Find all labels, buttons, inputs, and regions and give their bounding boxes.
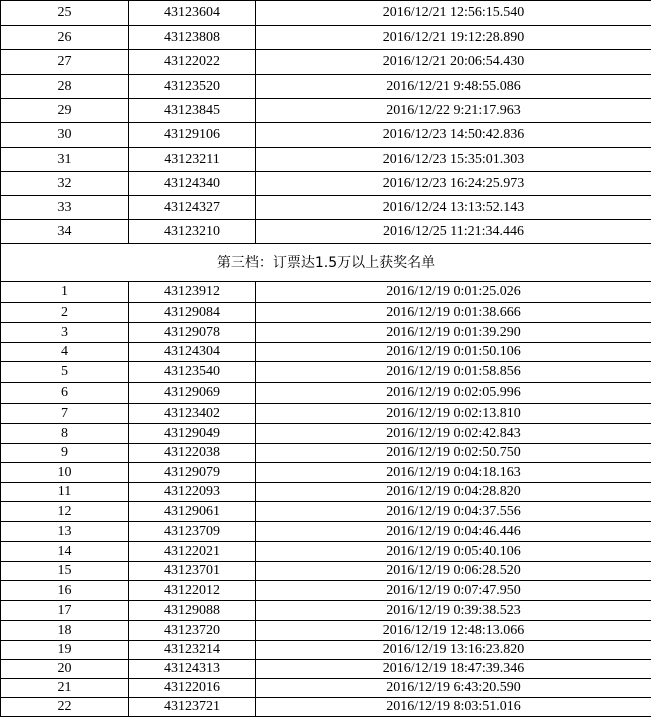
row-number-cell: 10 [1,463,129,483]
timestamp-cell: 2016/12/19 0:04:18.163 [256,463,651,483]
row-number-cell: 25 [1,1,129,26]
row-number-cell: 28 [1,75,129,99]
ticket-id-cell: 43129088 [129,601,256,621]
timestamp-cell: 2016/12/19 0:01:38.666 [256,303,651,323]
row-number-cell: 4 [1,343,129,362]
timestamp-cell: 2016/12/21 19:12:28.890 [256,26,651,50]
row-number-cell: 16 [1,581,129,601]
timestamp-cell: 2016/12/19 18:47:39.346 [256,660,651,679]
table-row [1,196,651,220]
table-row [1,463,651,483]
ticket-id-cell: 43123211 [129,148,256,172]
ticket-id-cell: 43123604 [129,1,256,26]
timestamp-cell: 2016/12/22 9:21:17.963 [256,99,651,123]
table-row [1,404,651,424]
table-row [1,621,651,641]
row-number-cell: 7 [1,404,129,424]
table-row [1,502,651,522]
timestamp-cell: 2016/12/19 0:01:25.026 [256,282,651,303]
table-row [1,50,651,75]
row-number-cell: 27 [1,50,129,75]
row-number-cell: 1 [1,282,129,303]
row-number-cell: 18 [1,621,129,641]
ticket-id-cell: 43123845 [129,99,256,123]
ticket-id-cell: 43129106 [129,123,256,148]
row-number-cell: 13 [1,522,129,542]
ticket-id-cell: 43124313 [129,660,256,679]
ticket-id-cell: 43122021 [129,542,256,562]
ticket-id-cell: 43123520 [129,75,256,99]
timestamp-cell: 2016/12/23 14:50:42.836 [256,123,651,148]
table-row [1,343,651,362]
table-row [1,99,651,123]
table-row [1,123,651,148]
row-number-cell: 22 [1,698,129,717]
table-row [1,172,651,196]
table-row [1,601,651,621]
timestamp-cell: 2016/12/23 16:24:25.973 [256,172,651,196]
ticket-id-cell: 43129049 [129,424,256,444]
row-number-cell: 26 [1,26,129,50]
ticket-id-cell: 43124340 [129,172,256,196]
timestamp-cell: 2016/12/19 0:01:50.106 [256,343,651,362]
ticket-id-cell: 43129078 [129,323,256,343]
table-row [1,362,651,383]
timestamp-cell: 2016/12/19 8:03:51.016 [256,698,651,717]
timestamp-cell: 2016/12/19 0:04:28.820 [256,483,651,502]
table-row [1,444,651,463]
table-row [1,698,651,717]
ticket-id-cell: 43123540 [129,362,256,383]
ticket-id-cell: 43124304 [129,343,256,362]
timestamp-cell: 2016/12/19 0:05:40.106 [256,542,651,562]
timestamp-cell: 2016/12/19 13:16:23.820 [256,641,651,660]
table-row [1,483,651,502]
ticket-id-cell: 43129069 [129,383,256,404]
timestamp-cell: 2016/12/19 6:43:20.590 [256,679,651,698]
row-number-cell: 30 [1,123,129,148]
ticket-id-cell: 43123709 [129,522,256,542]
table-row [1,660,651,679]
ticket-id-cell: 43124327 [129,196,256,220]
table-row [1,220,651,244]
row-number-cell: 31 [1,148,129,172]
row-number-cell: 9 [1,444,129,463]
row-number-cell: 11 [1,483,129,502]
timestamp-cell: 2016/12/19 0:39:38.523 [256,601,651,621]
row-number-cell: 2 [1,303,129,323]
table-row [1,26,651,50]
timestamp-cell: 2016/12/23 15:35:01.303 [256,148,651,172]
ticket-id-cell: 43122022 [129,50,256,75]
table-row [1,1,651,26]
timestamp-cell: 2016/12/21 20:06:54.430 [256,50,651,75]
row-number-cell: 33 [1,196,129,220]
row-number-cell: 15 [1,562,129,581]
row-number-cell: 14 [1,542,129,562]
row-number-cell: 20 [1,660,129,679]
ticket-id-cell: 43122093 [129,483,256,502]
ticket-id-cell: 43123214 [129,641,256,660]
tier-three-rows [1,282,651,717]
table-row [1,641,651,660]
timestamp-cell: 2016/12/25 11:21:34.446 [256,220,651,244]
ticket-id-cell: 43129084 [129,303,256,323]
ticket-id-cell: 43123912 [129,282,256,303]
table-row [1,562,651,581]
tier-two-rows [1,1,651,244]
ticket-id-cell: 43123402 [129,404,256,424]
ticket-id-cell: 43122012 [129,581,256,601]
timestamp-cell: 2016/12/19 0:01:58.856 [256,362,651,383]
table-row [1,542,651,562]
ticket-id-cell: 43129079 [129,463,256,483]
section-title: 第三档：订票达1.5万以上获奖名单 [1,244,651,282]
table-row [1,679,651,698]
ticket-id-cell: 43123210 [129,220,256,244]
timestamp-cell: 2016/12/21 9:48:55.086 [256,75,651,99]
table-row [1,303,651,323]
row-number-cell: 19 [1,641,129,660]
row-number-cell: 6 [1,383,129,404]
timestamp-cell: 2016/12/24 13:13:52.143 [256,196,651,220]
row-number-cell: 12 [1,502,129,522]
ticket-id-cell: 43129061 [129,502,256,522]
timestamp-cell: 2016/12/19 0:01:39.290 [256,323,651,343]
ticket-id-cell: 43123808 [129,26,256,50]
row-number-cell: 17 [1,601,129,621]
ticket-id-cell: 43122016 [129,679,256,698]
table-row [1,323,651,343]
row-number-cell: 32 [1,172,129,196]
row-number-cell: 21 [1,679,129,698]
ticket-id-cell: 43123720 [129,621,256,641]
timestamp-cell: 2016/12/19 0:07:47.950 [256,581,651,601]
row-number-cell: 5 [1,362,129,383]
section-header-row [1,244,651,282]
row-number-cell: 29 [1,99,129,123]
table-row [1,424,651,444]
timestamp-cell: 2016/12/19 0:02:05.996 [256,383,651,404]
row-number-cell: 34 [1,220,129,244]
table-row [1,282,651,303]
timestamp-cell: 2016/12/19 0:02:13.810 [256,404,651,424]
row-number-cell: 3 [1,323,129,343]
timestamp-cell: 2016/12/19 0:02:42.843 [256,424,651,444]
ticket-id-cell: 43123701 [129,562,256,581]
table-row [1,581,651,601]
timestamp-cell: 2016/12/19 0:02:50.750 [256,444,651,463]
timestamp-cell: 2016/12/21 12:56:15.540 [256,1,651,26]
table-row [1,148,651,172]
row-number-cell: 8 [1,424,129,444]
timestamp-cell: 2016/12/19 0:04:46.446 [256,522,651,542]
table-row [1,75,651,99]
table-row [1,383,651,404]
ticket-id-cell: 43123721 [129,698,256,717]
table-row [1,522,651,542]
timestamp-cell: 2016/12/19 0:04:37.556 [256,502,651,522]
ticket-id-cell: 43122038 [129,444,256,463]
timestamp-cell: 2016/12/19 0:06:28.520 [256,562,651,581]
timestamp-cell: 2016/12/19 12:48:13.066 [256,621,651,641]
